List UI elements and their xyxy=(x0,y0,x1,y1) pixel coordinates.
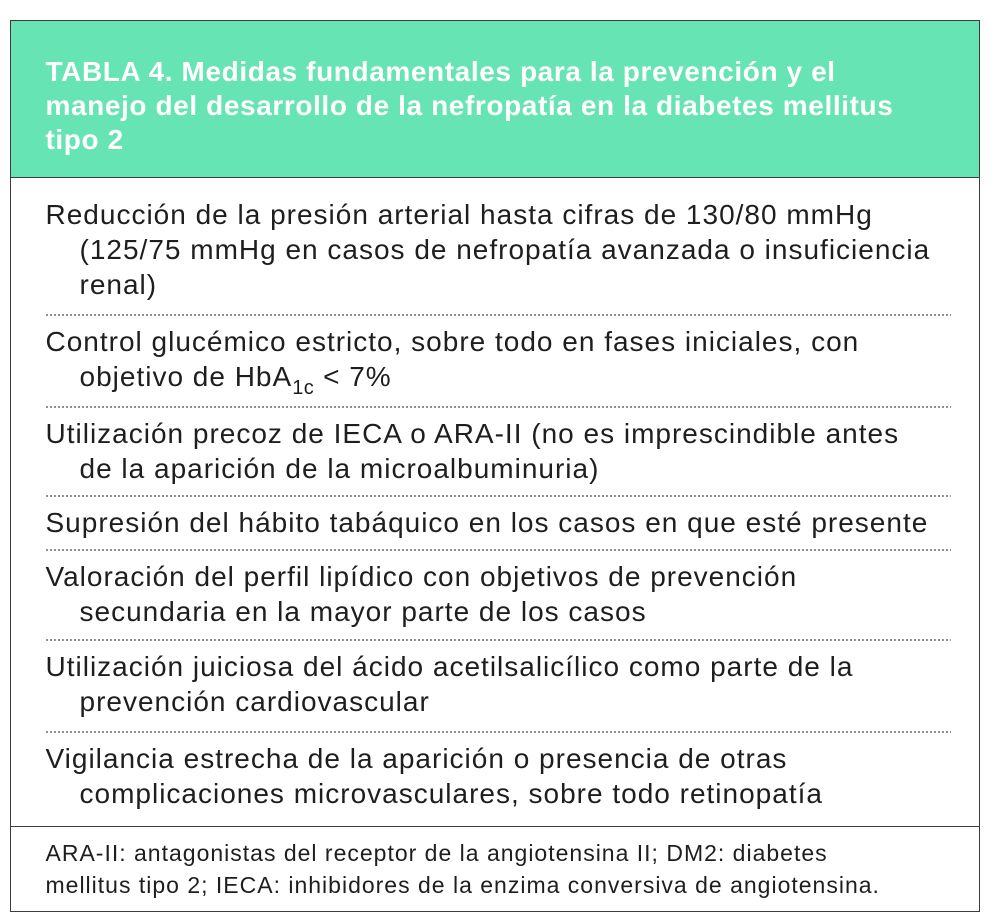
row-text-line: Utilización precoz de IECA o ARA-II (no es imprescindible antes xyxy=(45,417,900,449)
row-text-line: Vigilancia estrecha de la aparición o presencia de otras xyxy=(45,742,788,774)
row-text-line: Supresión del hábito tabáquico en los casos en que esté presente xyxy=(45,506,929,538)
table-row xyxy=(11,178,979,316)
table-title-line: tipo 2 xyxy=(45,123,124,155)
row-text-line xyxy=(46,359,980,399)
subscript: 1c xyxy=(292,376,315,399)
row-text-line: Valoración del perfil lipídico con objetivos de prevención xyxy=(45,560,798,592)
table-body xyxy=(11,178,979,826)
row-text-line: complicaciones microvasculares, sobre todo retinopatía xyxy=(79,777,823,809)
table-row xyxy=(11,408,979,497)
table-title-line: manejo del desarrollo de la nefropatía en la diabetes mellitus xyxy=(45,89,894,121)
row-text-line: prevención cardiovascular xyxy=(79,685,430,717)
row-text-segment: < 7% xyxy=(314,360,392,392)
footnote-line: mellitus tipo 2; IECA: inhibidores de la enzima conversiva de angiotensina. xyxy=(45,872,880,898)
table-row xyxy=(11,551,979,641)
row-text-line: de la aparición de la microalbuminuria) xyxy=(79,452,600,484)
row-text-line: Utilización juiciosa del ácido acetilsalicílico como parte de la xyxy=(45,650,854,682)
table-row xyxy=(11,733,979,826)
table-title-line: TABLA 4. Medidas fundamentales para la prevención y el xyxy=(45,55,836,87)
table-header xyxy=(11,21,979,178)
footnote-line: ARA-II: antagonistas del receptor de la angiotensina II; DM2: diabetes xyxy=(45,840,828,866)
row-text-line: renal) xyxy=(79,268,158,300)
row-text-line: secundaria en la mayor parte de los casos xyxy=(79,595,647,627)
row-text-line: Reducción de la presión arterial hasta cifras de 130/80 mmHg xyxy=(45,198,873,230)
row-text-segment: objetivo de HbA xyxy=(79,360,293,392)
table-card xyxy=(10,20,980,912)
table-footnote xyxy=(11,826,979,911)
row-text-line: (125/75 mmHg en casos de nefropatía avanzada o insuficiencia xyxy=(79,233,931,265)
table-row xyxy=(11,641,979,733)
table-row xyxy=(11,316,979,408)
table-row xyxy=(11,497,979,551)
row-text-line: Control glucémico estricto, sobre todo en fases iniciales, con xyxy=(45,325,860,357)
